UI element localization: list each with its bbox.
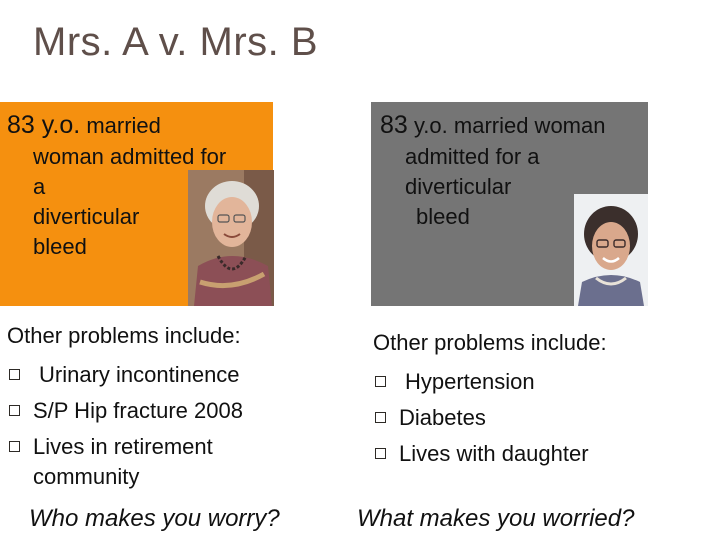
patient-a-desc-line: bleed	[33, 234, 87, 259]
patient-a-problems-heading: Other problems include:	[7, 323, 241, 348]
problem-text: Hypertension	[405, 369, 535, 394]
patient-a-summary-first-line	[7, 110, 161, 141]
patient-b-desc-line: diverticular	[405, 174, 512, 199]
square-bullet-icon	[9, 369, 20, 380]
patient-a-question: Who makes you worry?	[29, 505, 280, 532]
patient-b-desc-line: admitted for a	[405, 144, 540, 169]
problem-text: S/P Hip fracture 2008	[33, 398, 243, 423]
problem-text: Lives in retirement community	[33, 434, 213, 489]
problem-item	[373, 439, 673, 469]
patient-b-photo	[574, 194, 648, 306]
patient-b-summary-first-line	[380, 110, 605, 141]
patient-b-first-line-rest: y.o. married woman	[413, 113, 606, 138]
square-bullet-icon	[375, 448, 386, 459]
patient-b-desc-line: bleed	[416, 204, 470, 229]
problem-text: Urinary incontinence	[39, 362, 240, 387]
square-bullet-icon	[9, 441, 20, 452]
square-bullet-icon	[375, 376, 386, 387]
patient-b-problems	[373, 325, 673, 469]
problem-item	[7, 432, 273, 492]
patient-a-age: 83 y.o.	[7, 111, 81, 139]
problem-item	[373, 403, 673, 433]
square-bullet-icon	[375, 412, 386, 423]
slide-title: Mrs. A v. Mrs. B	[33, 20, 319, 64]
problem-text: Lives with daughter	[399, 441, 589, 466]
problem-item	[7, 360, 307, 390]
patient-b-problems-heading: Other problems include:	[373, 330, 607, 355]
patient-a-problems	[7, 318, 307, 492]
problem-item	[7, 396, 307, 426]
patient-a-desc-line: woman admitted for	[33, 144, 227, 169]
problem-item	[373, 367, 673, 397]
patient-a-photo	[188, 170, 274, 306]
square-bullet-icon	[9, 405, 20, 416]
patient-b-question: What makes you worried?	[357, 505, 635, 532]
patient-a-desc-line: diverticular	[33, 204, 140, 229]
patient-a-portrait	[188, 170, 274, 306]
patient-b-portrait	[574, 194, 648, 306]
patient-b-age: 83	[380, 111, 408, 139]
patient-a-desc-line: a	[33, 174, 46, 199]
problem-text: Diabetes	[399, 405, 486, 430]
patient-a-first-line-rest: married	[86, 113, 161, 138]
